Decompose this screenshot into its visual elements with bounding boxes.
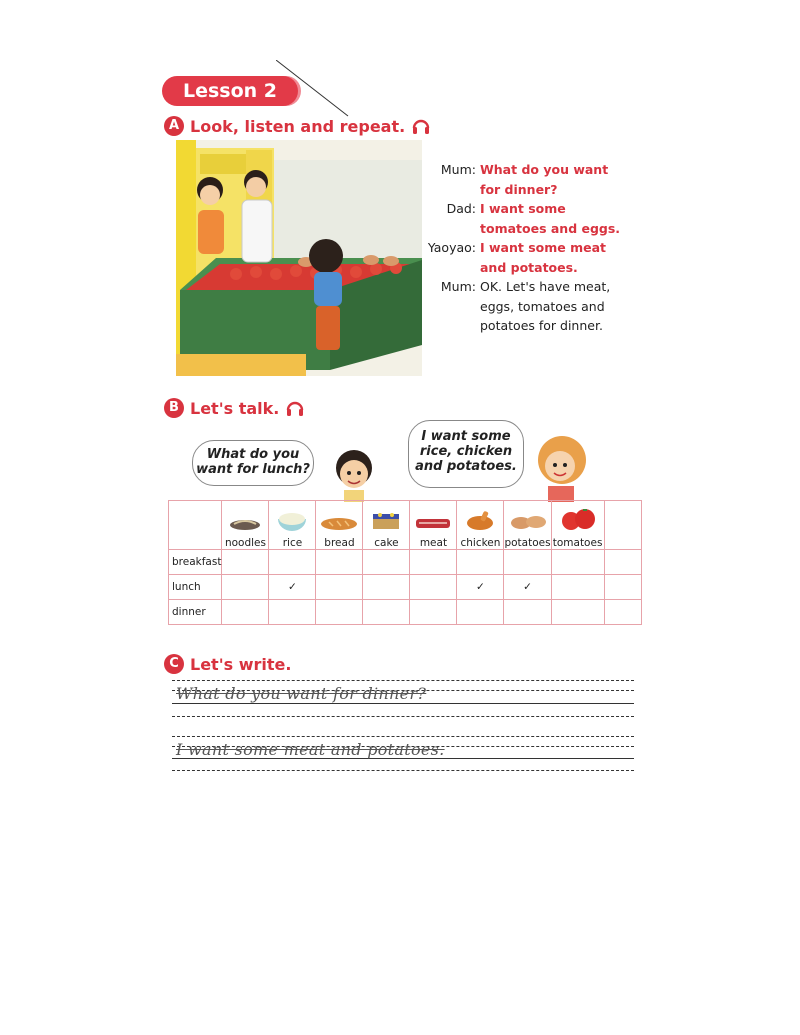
rice-icon <box>275 511 309 531</box>
section-b-title: Let's talk. <box>190 398 280 418</box>
speech-bubble-boy <box>192 440 314 486</box>
table-cell[interactable] <box>222 600 269 625</box>
column-header <box>604 501 641 550</box>
bubble-text: want for lunch? <box>196 462 310 477</box>
writing-base-line <box>172 703 634 704</box>
table-cell[interactable] <box>316 600 363 625</box>
section-c-letter: C <box>164 654 184 674</box>
potatoes-icon <box>508 513 548 531</box>
dialogue-text: potatoes for dinner. <box>480 318 603 333</box>
table-cell[interactable]: ✓ <box>457 575 504 600</box>
table-cell[interactable] <box>551 575 604 600</box>
section-c-heading <box>164 654 291 674</box>
writing-guide-line <box>172 770 634 771</box>
dialogue-text: I want some meat <box>480 240 607 255</box>
table-cell[interactable] <box>604 600 641 625</box>
market-scene-illustration <box>176 140 422 376</box>
column-header: tomatoes <box>551 501 604 550</box>
table-cell[interactable] <box>316 550 363 575</box>
dialogue-text: I want some <box>480 201 566 216</box>
table-cell[interactable] <box>222 550 269 575</box>
table-cell[interactable] <box>410 550 457 575</box>
girl-character-illustration <box>530 432 592 502</box>
bubble-text: I want some <box>421 429 511 444</box>
section-a-heading <box>164 116 431 136</box>
column-header: cake <box>363 501 410 550</box>
column-header: rice <box>269 501 316 550</box>
dialogue-text: eggs, tomatoes and <box>480 298 605 314</box>
table-cell[interactable]: ✓ <box>269 575 316 600</box>
writing-guide-line <box>172 680 634 681</box>
table-row <box>169 575 642 600</box>
bubble-text: What do you <box>206 447 300 462</box>
table-cell[interactable] <box>363 550 410 575</box>
column-header: bread <box>316 501 363 550</box>
section-a-title: Look, listen and repeat. <box>190 116 406 136</box>
meat-icon <box>413 515 453 531</box>
table-cell[interactable] <box>410 575 457 600</box>
bread-icon <box>319 515 359 531</box>
table-row <box>169 600 642 625</box>
section-c-title: Let's write. <box>190 654 292 674</box>
speaker-label: Dad: <box>446 201 476 216</box>
table-cell[interactable] <box>604 575 641 600</box>
table-cell[interactable] <box>410 600 457 625</box>
table-cell[interactable] <box>504 600 551 625</box>
table-row <box>169 550 642 575</box>
tomatoes-icon <box>558 507 598 531</box>
table-cell[interactable] <box>269 600 316 625</box>
speaker-label: Mum: <box>440 162 476 177</box>
speaker-label: Yaoyao: <box>427 240 476 255</box>
boy-character-illustration <box>332 446 376 502</box>
dialogue-text: What do you want <box>480 162 609 177</box>
dialogue-text: tomatoes and eggs. <box>480 220 621 236</box>
dialogue-line <box>420 277 630 336</box>
chicken-icon <box>462 509 498 531</box>
section-b-letter: B <box>164 398 184 418</box>
table-cell[interactable] <box>504 550 551 575</box>
headphones-icon[interactable] <box>285 398 305 418</box>
table-cell[interactable] <box>551 600 604 625</box>
row-label: breakfast <box>169 550 222 575</box>
table-cell[interactable] <box>363 575 410 600</box>
bubble-text: and potatoes. <box>415 459 517 474</box>
handwritten-sentence[interactable]: What do you want for dinner? <box>176 684 427 703</box>
table-cell[interactable] <box>222 575 269 600</box>
column-header: potatoes <box>504 501 551 550</box>
dialogue-text: OK. Let's have meat, <box>480 279 611 294</box>
table-cell[interactable] <box>269 550 316 575</box>
bubble-text: rice, chicken <box>419 444 513 459</box>
dialogue <box>420 160 630 336</box>
column-header: meat <box>410 501 457 550</box>
table-cell[interactable]: ✓ <box>504 575 551 600</box>
writing-guide-line <box>172 736 634 737</box>
dialogue-text: and potatoes. <box>480 259 578 275</box>
table-cell[interactable] <box>551 550 604 575</box>
lesson-title: Lesson 2 <box>162 76 298 106</box>
speech-bubble-girl <box>408 420 524 488</box>
speaker-label: Mum: <box>440 279 476 294</box>
row-label: lunch <box>169 575 222 600</box>
headphones-icon[interactable] <box>411 116 431 136</box>
table-cell[interactable] <box>604 550 641 575</box>
dialogue-line <box>420 160 630 199</box>
dialogue-line <box>420 199 630 238</box>
column-header: chicken <box>457 501 504 550</box>
cake-icon <box>368 511 404 531</box>
writing-guide-line <box>172 716 634 717</box>
noodles-icon <box>228 515 262 531</box>
dialogue-line <box>420 238 630 277</box>
handwritten-sentence[interactable]: I want some meat and potatoes. <box>176 740 445 759</box>
table-cell[interactable] <box>316 575 363 600</box>
table-cell[interactable] <box>457 550 504 575</box>
food-table <box>168 500 642 625</box>
dialogue-text: for dinner? <box>480 181 558 197</box>
table-cell[interactable] <box>363 600 410 625</box>
section-a-letter: A <box>164 116 184 136</box>
table-corner-cell <box>169 501 222 550</box>
row-label: dinner <box>169 600 222 625</box>
column-header: noodles <box>222 501 269 550</box>
section-b-heading <box>164 398 305 418</box>
table-cell[interactable] <box>457 600 504 625</box>
